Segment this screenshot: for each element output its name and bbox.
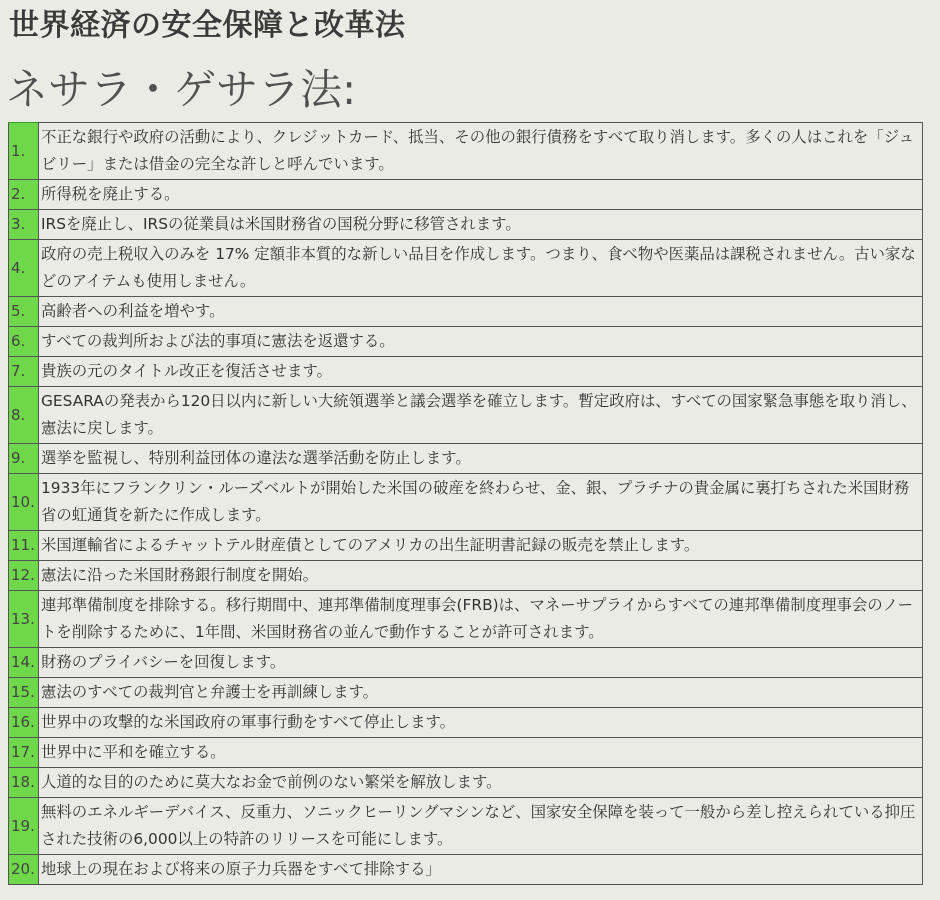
row-text: 不正な銀行や政府の活動により、クレジットカード、抵当、その他の銀行債務をすべて取り消します。多くの人はこれを「ジュビリー」または借金の完全な許しと呼んでいます。 — [39, 123, 923, 180]
row-number: 8. — [9, 387, 39, 444]
table-row — [9, 678, 923, 708]
table-row — [9, 387, 923, 444]
row-text: IRSを廃止し、IRSの従業員は米国財務省の国税分野に移管されます。 — [39, 210, 923, 240]
table-row — [9, 240, 923, 297]
row-number: 14. — [9, 648, 39, 678]
table-row — [9, 297, 923, 327]
table-row — [9, 327, 923, 357]
table-row — [9, 768, 923, 798]
row-text: 高齢者への利益を増やす。 — [39, 297, 923, 327]
table-row — [9, 531, 923, 561]
row-text: 貴族の元のタイトル改正を復活させます。 — [39, 357, 923, 387]
row-number: 1. — [9, 123, 39, 180]
row-number: 13. — [9, 591, 39, 648]
table-row — [9, 474, 923, 531]
page-title: 世界経済の安全保障と改革法 — [9, 8, 406, 43]
row-number: 3. — [9, 210, 39, 240]
page-subtitle: ネサラ・ゲサラ法: — [6, 65, 357, 114]
row-text: 選挙を監視し、特別利益団体の違法な選挙活動を防止します。 — [39, 444, 923, 474]
row-text: 財務のプライバシーを回復します。 — [39, 648, 923, 678]
row-text: 地球上の現在および将来の原子力兵器をすべて排除する」 — [39, 855, 923, 885]
table-row — [9, 210, 923, 240]
row-text: 人道的な目的のために莫大なお金で前例のない繁栄を解放します。 — [39, 768, 923, 798]
row-text: 世界中の攻撃的な米国政府の軍事行動をすべて停止します。 — [39, 708, 923, 738]
row-number: 20. — [9, 855, 39, 885]
law-provisions-table — [8, 122, 923, 885]
row-number: 9. — [9, 444, 39, 474]
row-number: 18. — [9, 768, 39, 798]
row-text: GESARAの発表から120日以内に新しい大統領選挙と議会選挙を確立します。暫定政府は、すべての国家緊急事態を取り消し、憲法に戻します。 — [39, 387, 923, 444]
row-text: 世界中に平和を確立する。 — [39, 738, 923, 768]
table-row — [9, 648, 923, 678]
law-rows — [9, 123, 923, 885]
row-text: 所得税を廃止する。 — [39, 180, 923, 210]
table-row — [9, 123, 923, 180]
row-text: すべての裁判所および法的事項に憲法を返還する。 — [39, 327, 923, 357]
row-number: 7. — [9, 357, 39, 387]
row-number: 4. — [9, 240, 39, 297]
row-text: 憲法のすべての裁判官と弁護士を再訓練します。 — [39, 678, 923, 708]
row-text: 米国運輸省によるチャットテル財産債としてのアメリカの出生証明書記録の販売を禁止します。 — [39, 531, 923, 561]
table-row — [9, 798, 923, 855]
row-number: 10. — [9, 474, 39, 531]
table-row — [9, 855, 923, 885]
table-row — [9, 708, 923, 738]
table-row — [9, 591, 923, 648]
table-row — [9, 444, 923, 474]
row-text: 無料のエネルギーデバイス、反重力、ソニックヒーリングマシンなど、国家安全保障を装って一般から差し控えられている抑圧された技術の6,000以上の特許のリリースを可能にします。 — [39, 798, 923, 855]
table-row — [9, 180, 923, 210]
table-row — [9, 561, 923, 591]
row-number: 2. — [9, 180, 39, 210]
row-number: 6. — [9, 327, 39, 357]
row-number: 11. — [9, 531, 39, 561]
table-row — [9, 357, 923, 387]
row-number: 19. — [9, 798, 39, 855]
row-number: 12. — [9, 561, 39, 591]
row-number: 15. — [9, 678, 39, 708]
row-text: 連邦準備制度を排除する。移行期間中、連邦準備制度理事会(FRB)は、マネーサプライからすべての連邦準備制度理事会のノートを削除するために、1年間、米国財務省の並んで動作することが許可されます。 — [39, 591, 923, 648]
row-number: 17. — [9, 738, 39, 768]
row-text: 1933年にフランクリン・ルーズベルトが開始した米国の破産を終わらせ、金、銀、プラチナの貴金属に裏打ちされた米国財務省の虹通貨を新たに作成します。 — [39, 474, 923, 531]
row-number: 5. — [9, 297, 39, 327]
row-text: 憲法に沿った米国財務銀行制度を開始。 — [39, 561, 923, 591]
row-number: 16. — [9, 708, 39, 738]
row-text: 政府の売上税収入のみを 17% 定額非本質的な新しい品目を作成します。つまり、食べ物や医薬品は課税されません。古い家などのアイテムも使用しません。 — [39, 240, 923, 297]
table-row — [9, 738, 923, 768]
